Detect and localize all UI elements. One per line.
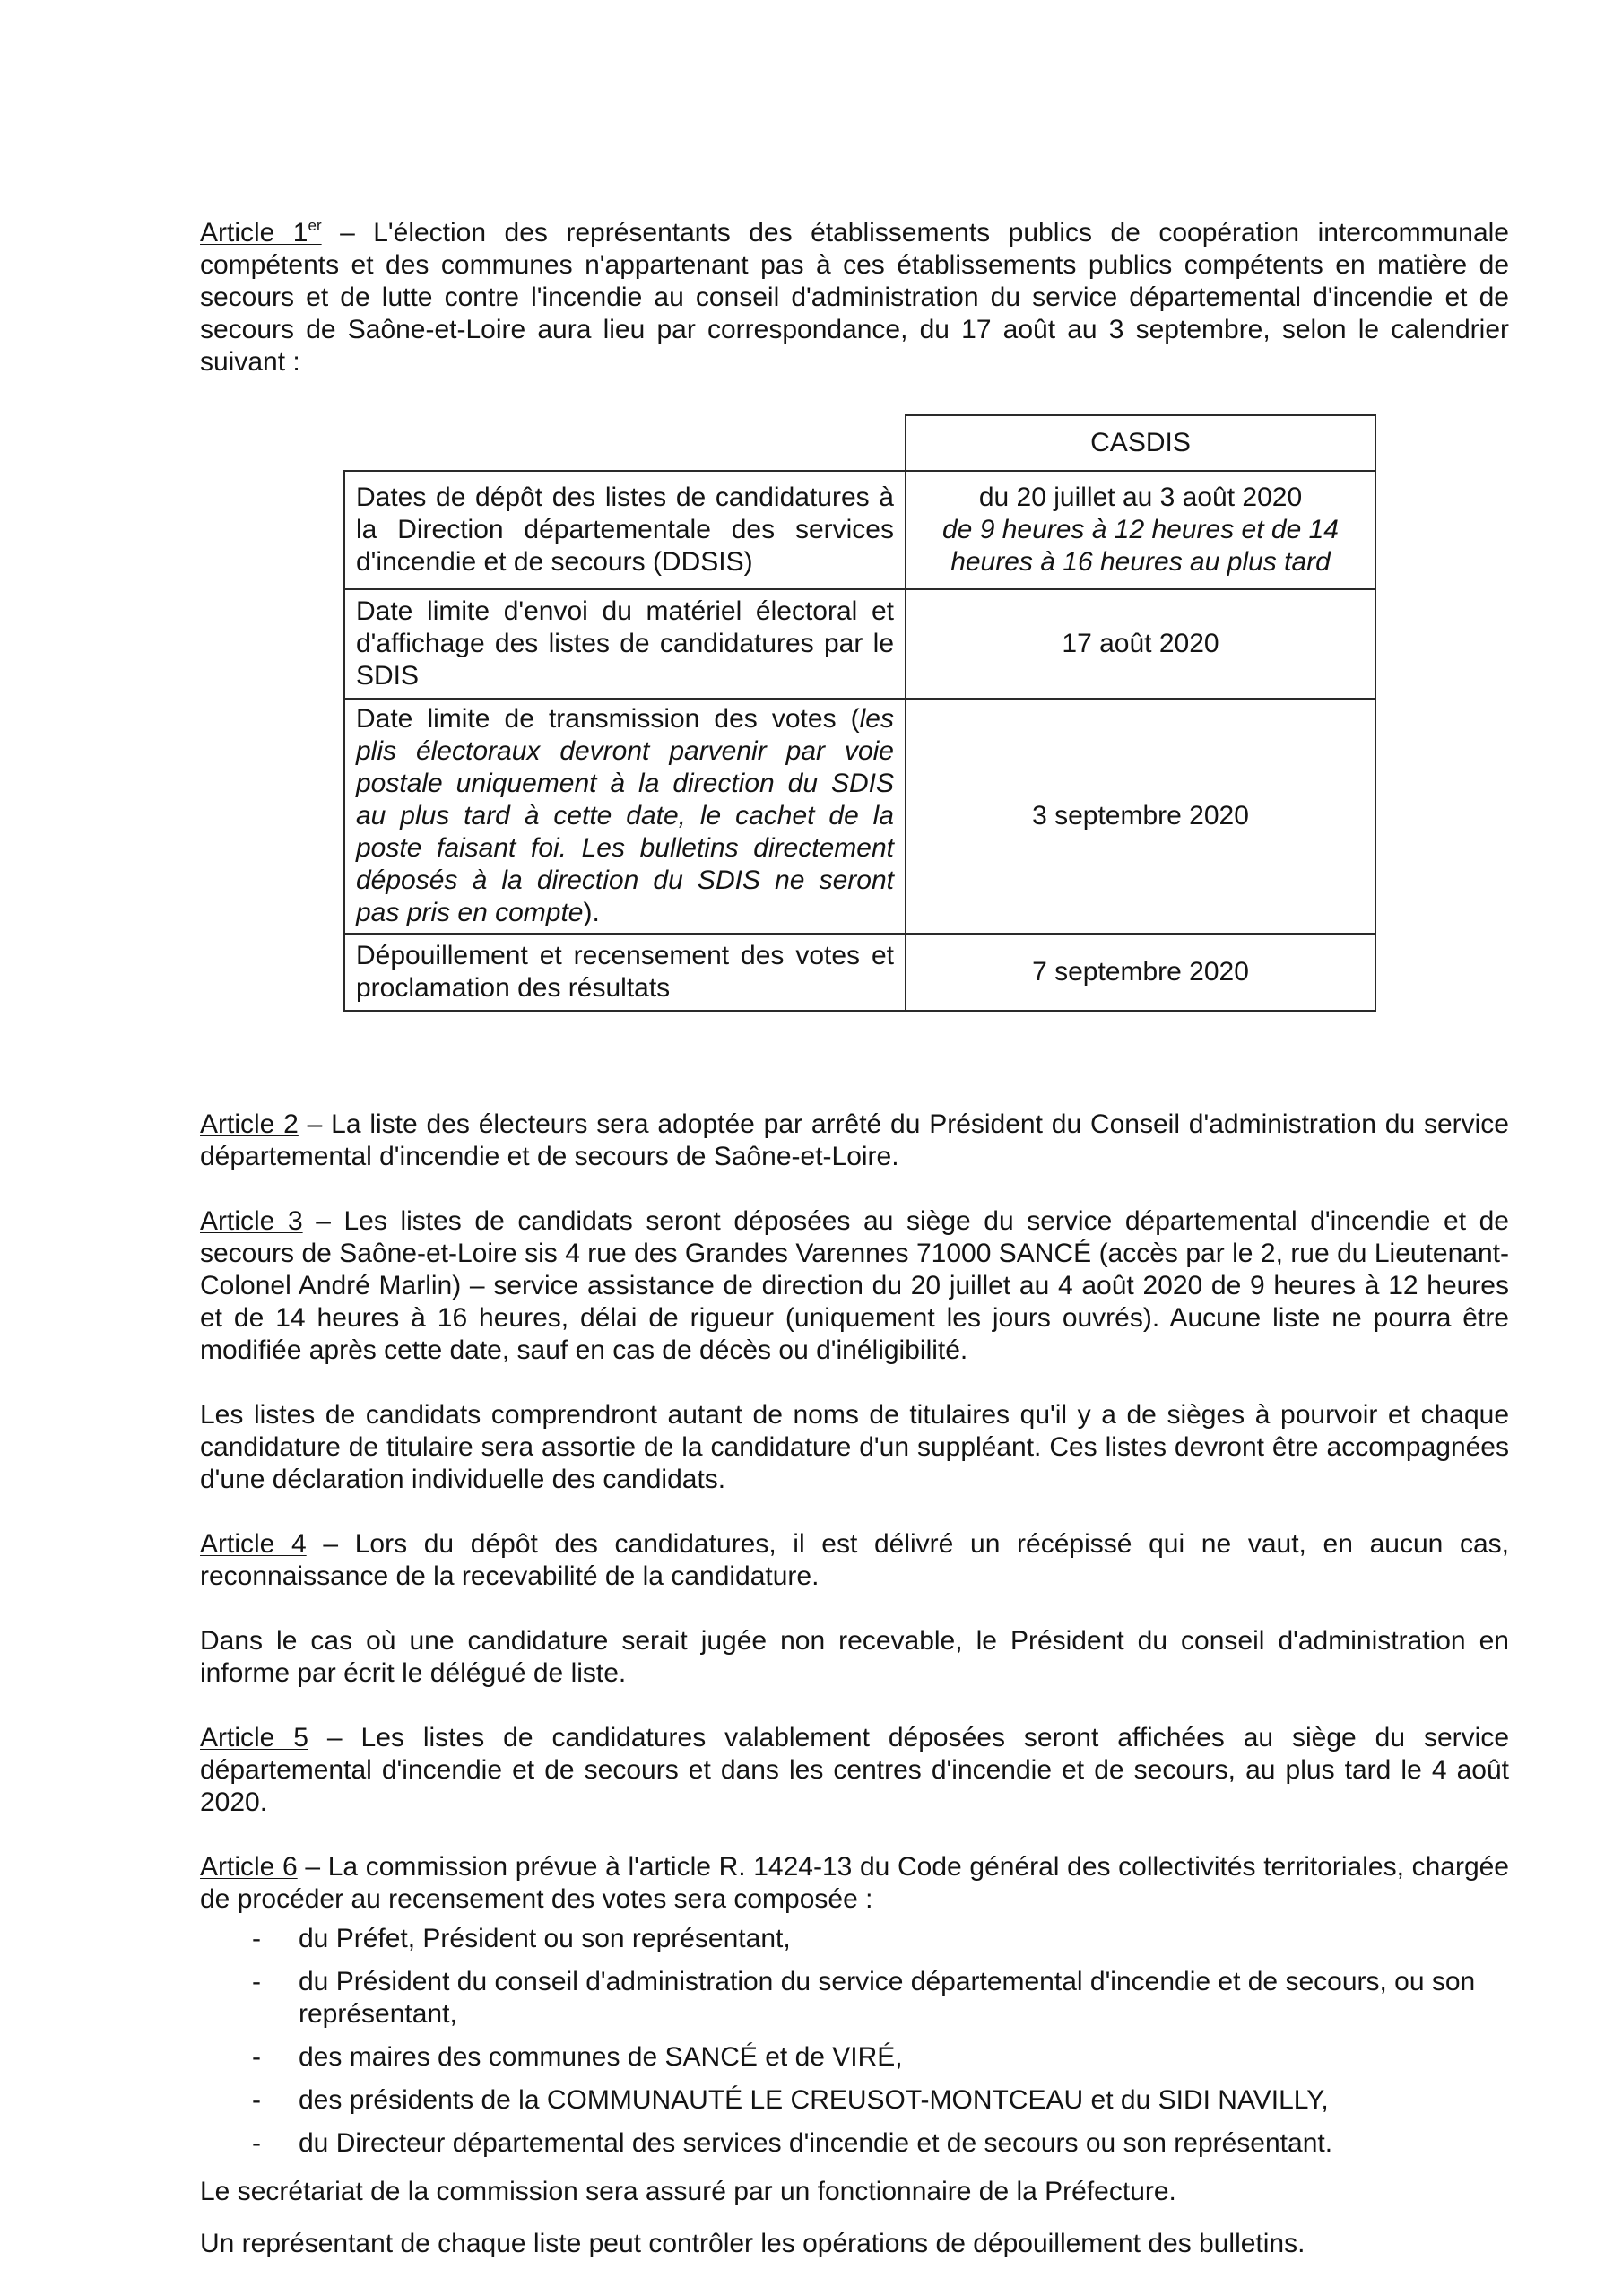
article-3-paragraph: Article 3 – Les listes de candidats seront déposées au siège du service départemental d'incendie et de secours de Saône-et-Loire sis 4 rue des Grandes Varennes 71000 SANCÉ (accès par le 2, rue du Lieutenant-Colonel André Marlin) – service assistance de direction du 20 juillet au 4 août 2020 de 9 heures à 12 heures et de 14 heures à 16 heures, délai de rigueur (uniquement les jours ouvrés). Aucune liste ne pourra être modifiée après cette date, sauf en cas de décès ou d'inéligibilité. [200, 1206, 1509, 1365]
table-cell-label: Dates de dépôt des listes de candidatures à la Direction départementale des services d'incendie et de secours (DDSIS) [344, 471, 906, 589]
election-calendar-table [343, 414, 1376, 1012]
table-header-casdis: CASDIS [906, 415, 1375, 471]
table-header-row [344, 415, 1375, 471]
article-2-label: Article 2 [200, 1109, 299, 1139]
closing-paragraph-1: Le secrétariat de la commission sera assuré par un fonctionnaire de la Préfecture. [200, 2177, 1176, 2206]
article-6-label: Article 6 [200, 1852, 298, 1882]
table-cell-label: Date limite d'envoi du matériel électoral et d'affichage des listes de candidatures par le SDIS [344, 589, 906, 699]
table-cell-value: 17 août 2020 [906, 589, 1375, 699]
article-4-label: Article 4 [200, 1529, 307, 1559]
list-item: - des présidents de la COMMUNAUTÉ LE CREUSOT-MONTCEAU et du SIDI NAVILLY, [252, 2085, 1329, 2115]
table-row [344, 471, 1375, 589]
article-3-label: Article 3 [200, 1206, 303, 1236]
list-item: - du Président du conseil d'administration du service départemental d'incendie et de secours, ou son représentant, [252, 1967, 1476, 2029]
table-cell-value: 3 septembre 2020 [906, 699, 1375, 934]
table-row [344, 589, 1375, 699]
article-5-paragraph: Article 5 – Les listes de candidatures valablement déposées seront affichées au siège du service départemental d'incendie et de secours et dans les centres d'incendie et de secours, au plus tard le 4 août 2020. [200, 1723, 1510, 1817]
closing-paragraph-2: Un représentant de chaque liste peut contrôler les opérations de dépouillement des bulletins. [200, 2229, 1305, 2258]
article-4-paragraph-2: Dans le cas où une candidature serait jugée non recevable, le Président du conseil d'administration en informe par écrit le délégué de liste. [200, 1626, 1509, 1688]
article-5-label: Article 5 [200, 1723, 308, 1752]
article-2-paragraph: Article 2 – La liste des électeurs sera adoptée par arrêté du Président du Conseil d'administration du service départemental d'incendie et de secours de Saône-et-Loire. [200, 1109, 1509, 1171]
list-item: - des maires des communes de SANCÉ et de VIRÉ, [252, 2042, 903, 2072]
document-body [200, 217, 1509, 2260]
article-1-text: – L'élection des représentants des établissements publics de coopération intercommunale compétents et des communes n'appartenant pas à ces établissements publics compétents en matière de secours et de lutte contre l'incendie au conseil d'administration du service départemental d'incendie et de secours de Saône-et-Loire aura lieu par correspondance, du 17 août au 3 septembre, selon le calendrier suivant : [200, 218, 1509, 377]
article-1-label: Article 1er [200, 217, 322, 248]
table-cell-label: Date limite de transmission des votes (les plis électoraux devront parvenir par voie postale uniquement à la direction du SDIS au plus tard à cette date, le cachet de la poste faisant foi. Les bulletins directement déposés à la direction du SDIS ne seront pas pris en compte). [344, 699, 906, 934]
table-row [344, 934, 1375, 1011]
article-1-paragraph [200, 217, 1509, 378]
list-item: - du Préfet, Président ou son représentant, [252, 1924, 791, 1953]
list-item: - du Directeur départemental des services d'incendie et de secours ou son représentant. [252, 2128, 1333, 2158]
table-cell-value: du 20 juillet au 3 août 2020 de 9 heures à 12 heures et de 14 heures à 16 heures au plus tard [906, 471, 1375, 589]
table-row [344, 699, 1375, 934]
commission-members-list [200, 1923, 1509, 2160]
article-6-paragraph: Article 6 – La commission prévue à l'article R. 1424-13 du Code général des collectivités territoriales, chargée de procéder au recensement des votes sera composée : [200, 1852, 1509, 1914]
article-4-paragraph: Article 4 – Lors du dépôt des candidatures, il est délivré un récépissé qui ne vaut, en aucun cas, reconnaissance de la recevabilité de la candidature. [200, 1529, 1509, 1591]
table-cell-value: 7 septembre 2020 [906, 934, 1375, 1011]
article-3-paragraph-2: Les listes de candidats comprendront autant de noms de titulaires qu'il y a de sièges à pourvoir et chaque candidature de titulaire sera assortie de la candidature d'un suppléant. Ces listes devront être accompagnées d'une déclaration individuelle des candidats. [200, 1400, 1509, 1494]
table-cell-label: Dépouillement et recensement des votes et proclamation des résultats [344, 934, 906, 1011]
